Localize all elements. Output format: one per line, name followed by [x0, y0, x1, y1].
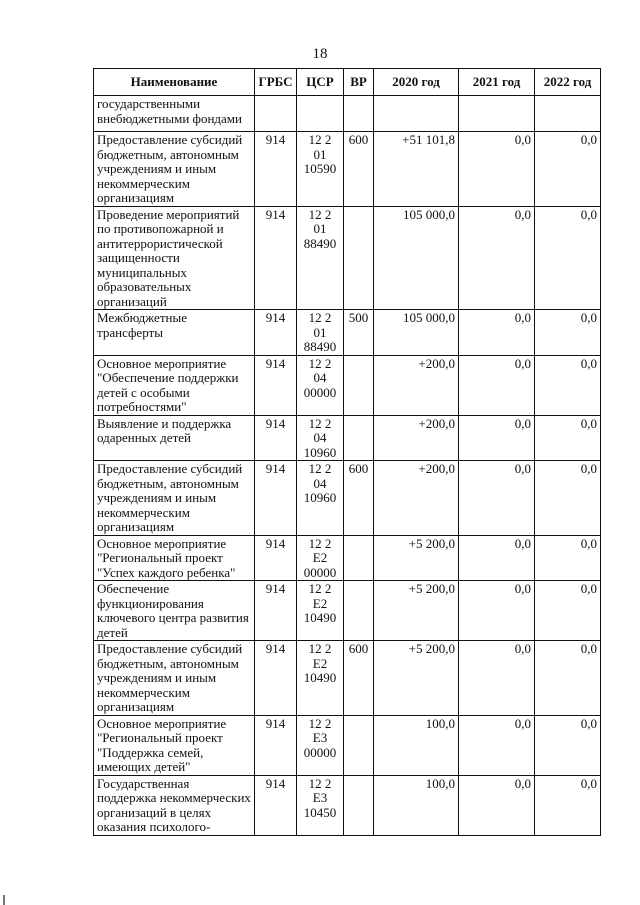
row-2020: 105 000,0	[374, 206, 459, 310]
row-2020: 105 000,0	[374, 310, 459, 356]
row-2022: 0,0	[535, 461, 601, 536]
row-2020	[374, 96, 459, 132]
csr-subprogram: E2	[312, 655, 328, 671]
table-row	[94, 206, 601, 310]
row-name: Обеспечение функционирования ключевого центра развития детей	[94, 581, 255, 641]
budget-table	[93, 68, 601, 836]
csr-direction: 10590	[303, 161, 337, 176]
row-grbs: 914	[255, 206, 297, 310]
row-2020: 100,0	[374, 715, 459, 775]
row-2021: 0,0	[459, 775, 535, 835]
row-name: Предоставление субсидий бюджетным, автономным учреждениям и иным некоммерческим организациям	[94, 132, 255, 207]
csr-subprogram: E3	[312, 790, 328, 805]
header-row	[94, 69, 601, 96]
row-vr: 600	[344, 461, 374, 536]
row-csr	[297, 641, 344, 716]
row-2022: 0,0	[535, 641, 601, 716]
row-2021: 0,0	[459, 461, 535, 536]
row-2020: +200,0	[374, 461, 459, 536]
csr-program: 12 2	[308, 206, 332, 222]
row-csr	[297, 206, 344, 310]
csr-program: 12 2	[308, 535, 332, 551]
table-row	[94, 641, 601, 716]
row-name: Государственная поддержка некоммерческих организаций в целях оказания психолого-	[94, 775, 255, 835]
row-2020: +5 200,0	[374, 581, 459, 641]
csr-program: 12 2	[308, 581, 332, 596]
row-2022: 0,0	[535, 715, 601, 775]
row-csr	[297, 310, 344, 356]
row-grbs: 914	[255, 355, 297, 415]
row-grbs: 914	[255, 775, 297, 835]
row-grbs: 914	[255, 461, 297, 536]
row-csr	[297, 355, 344, 415]
row-2020: +5 200,0	[374, 535, 459, 581]
row-grbs	[255, 96, 297, 132]
row-grbs: 914	[255, 641, 297, 716]
header-vr: ВР	[344, 69, 374, 96]
row-vr	[344, 96, 374, 132]
csr-program: 12 2	[308, 715, 332, 731]
table-row	[94, 715, 601, 775]
csr-direction: 10490	[303, 610, 337, 625]
row-2021: 0,0	[459, 581, 535, 641]
csr-program: 12 2	[308, 415, 332, 431]
csr-subprogram: E3	[312, 730, 328, 745]
row-2020: +5 200,0	[374, 641, 459, 716]
table-row	[94, 581, 601, 641]
row-2021: 0,0	[459, 355, 535, 415]
row-2021: 0,0	[459, 132, 535, 207]
row-2020: 100,0	[374, 775, 459, 835]
row-name: Предоставление субсидий бюджетным, автономным учреждениям и иным некоммерческим организациям	[94, 641, 255, 716]
csr-direction: 88490	[303, 339, 337, 354]
csr-direction: 10450	[303, 804, 337, 820]
row-vr	[344, 715, 374, 775]
row-csr	[297, 461, 344, 536]
row-2022: 0,0	[535, 310, 601, 356]
csr-subprogram: 04	[313, 370, 327, 385]
csr-program: 12 2	[308, 310, 332, 325]
csr-subprogram: 04	[313, 430, 327, 445]
row-name: Межбюджетные трансферты	[94, 310, 255, 356]
row-2021: 0,0	[459, 415, 535, 461]
row-csr	[297, 775, 344, 835]
row-name: Основное мероприятие "Региональный проект "Успех каждого ребенка"	[94, 535, 255, 581]
row-grbs: 914	[255, 310, 297, 356]
row-2022: 0,0	[535, 355, 601, 415]
row-vr: 600	[344, 132, 374, 207]
row-name: Основное мероприятие "Региональный проект "Поддержка семей, имеющих детей"	[94, 715, 255, 775]
table-row	[94, 415, 601, 461]
row-grbs: 914	[255, 715, 297, 775]
row-2022: 0,0	[535, 535, 601, 581]
row-grbs: 914	[255, 132, 297, 207]
csr-subprogram: 04	[313, 475, 327, 491]
table-row	[94, 96, 601, 132]
row-name: Предоставление субсидий бюджетным, автономным учреждениям и иным некоммерческим организациям	[94, 461, 255, 536]
header-2022: 2022 год	[535, 69, 601, 96]
csr-direction: 00000	[303, 384, 337, 400]
row-2022: 0,0	[535, 581, 601, 641]
csr-program: 12 2	[308, 775, 332, 791]
row-2022: 0,0	[535, 132, 601, 207]
header-2020: 2020 год	[374, 69, 459, 96]
row-csr	[297, 96, 344, 132]
csr-direction: 10960	[303, 444, 337, 460]
row-2020: +200,0	[374, 415, 459, 461]
header-grbs: ГРБС	[255, 69, 297, 96]
row-vr	[344, 581, 374, 641]
csr-subprogram: 01	[313, 324, 327, 340]
csr-program: 12 2	[308, 461, 332, 476]
scan-margin-mark	[3, 895, 5, 905]
header-name: Наименование	[94, 69, 255, 96]
row-csr	[297, 132, 344, 207]
csr-subprogram: 01	[313, 146, 327, 162]
table-row	[94, 775, 601, 835]
csr-program: 12 2	[308, 132, 332, 147]
table-row	[94, 310, 601, 356]
table-row	[94, 535, 601, 581]
row-name: Проведение мероприятий по противопожарной и антитеррористической защищенности муниципальных образовательных организаций	[94, 206, 255, 310]
row-vr	[344, 415, 374, 461]
row-2022: 0,0	[535, 775, 601, 835]
csr-subprogram: 01	[313, 221, 327, 236]
table-row	[94, 355, 601, 415]
row-2022: 0,0	[535, 206, 601, 310]
csr-subprogram: E2	[312, 550, 328, 565]
page-number: 18	[312, 46, 328, 62]
row-2021: 0,0	[459, 535, 535, 581]
csr-direction: 88490	[303, 235, 337, 251]
row-2020: +51 101,8	[374, 132, 459, 207]
row-csr	[297, 415, 344, 461]
row-2021: 0,0	[459, 715, 535, 775]
row-grbs: 914	[255, 415, 297, 461]
row-vr: 500	[344, 310, 374, 356]
row-2021: 0,0	[459, 310, 535, 356]
row-vr	[344, 535, 374, 581]
header-2021: 2021 год	[459, 69, 535, 96]
table-row	[94, 461, 601, 536]
row-2021: 0,0	[459, 206, 535, 310]
csr-direction: 10960	[303, 490, 337, 505]
row-csr	[297, 535, 344, 581]
row-2020: +200,0	[374, 355, 459, 415]
row-2022: 0,0	[535, 415, 601, 461]
row-2022	[535, 96, 601, 132]
row-csr	[297, 715, 344, 775]
row-grbs: 914	[255, 535, 297, 581]
row-name: Выявление и поддержка одаренных детей	[94, 415, 255, 461]
table-row	[94, 132, 601, 207]
csr-program: 12 2	[308, 641, 332, 656]
row-2021	[459, 96, 535, 132]
csr-direction: 00000	[303, 744, 337, 760]
row-grbs: 914	[255, 581, 297, 641]
row-2021: 0,0	[459, 641, 535, 716]
row-vr	[344, 206, 374, 310]
row-vr	[344, 775, 374, 835]
csr-direction: 10490	[303, 670, 337, 685]
row-vr: 600	[344, 641, 374, 716]
csr-program: 12 2	[308, 355, 332, 371]
header-csr: ЦСР	[297, 69, 344, 96]
csr-direction: 00000	[303, 564, 337, 580]
csr-subprogram: E2	[312, 595, 328, 611]
row-vr	[344, 355, 374, 415]
row-name: государственными внебюджетными фондами	[94, 96, 255, 132]
row-name: Основное мероприятие "Обеспечение поддержки детей с особыми потребностями"	[94, 355, 255, 415]
row-csr	[297, 581, 344, 641]
